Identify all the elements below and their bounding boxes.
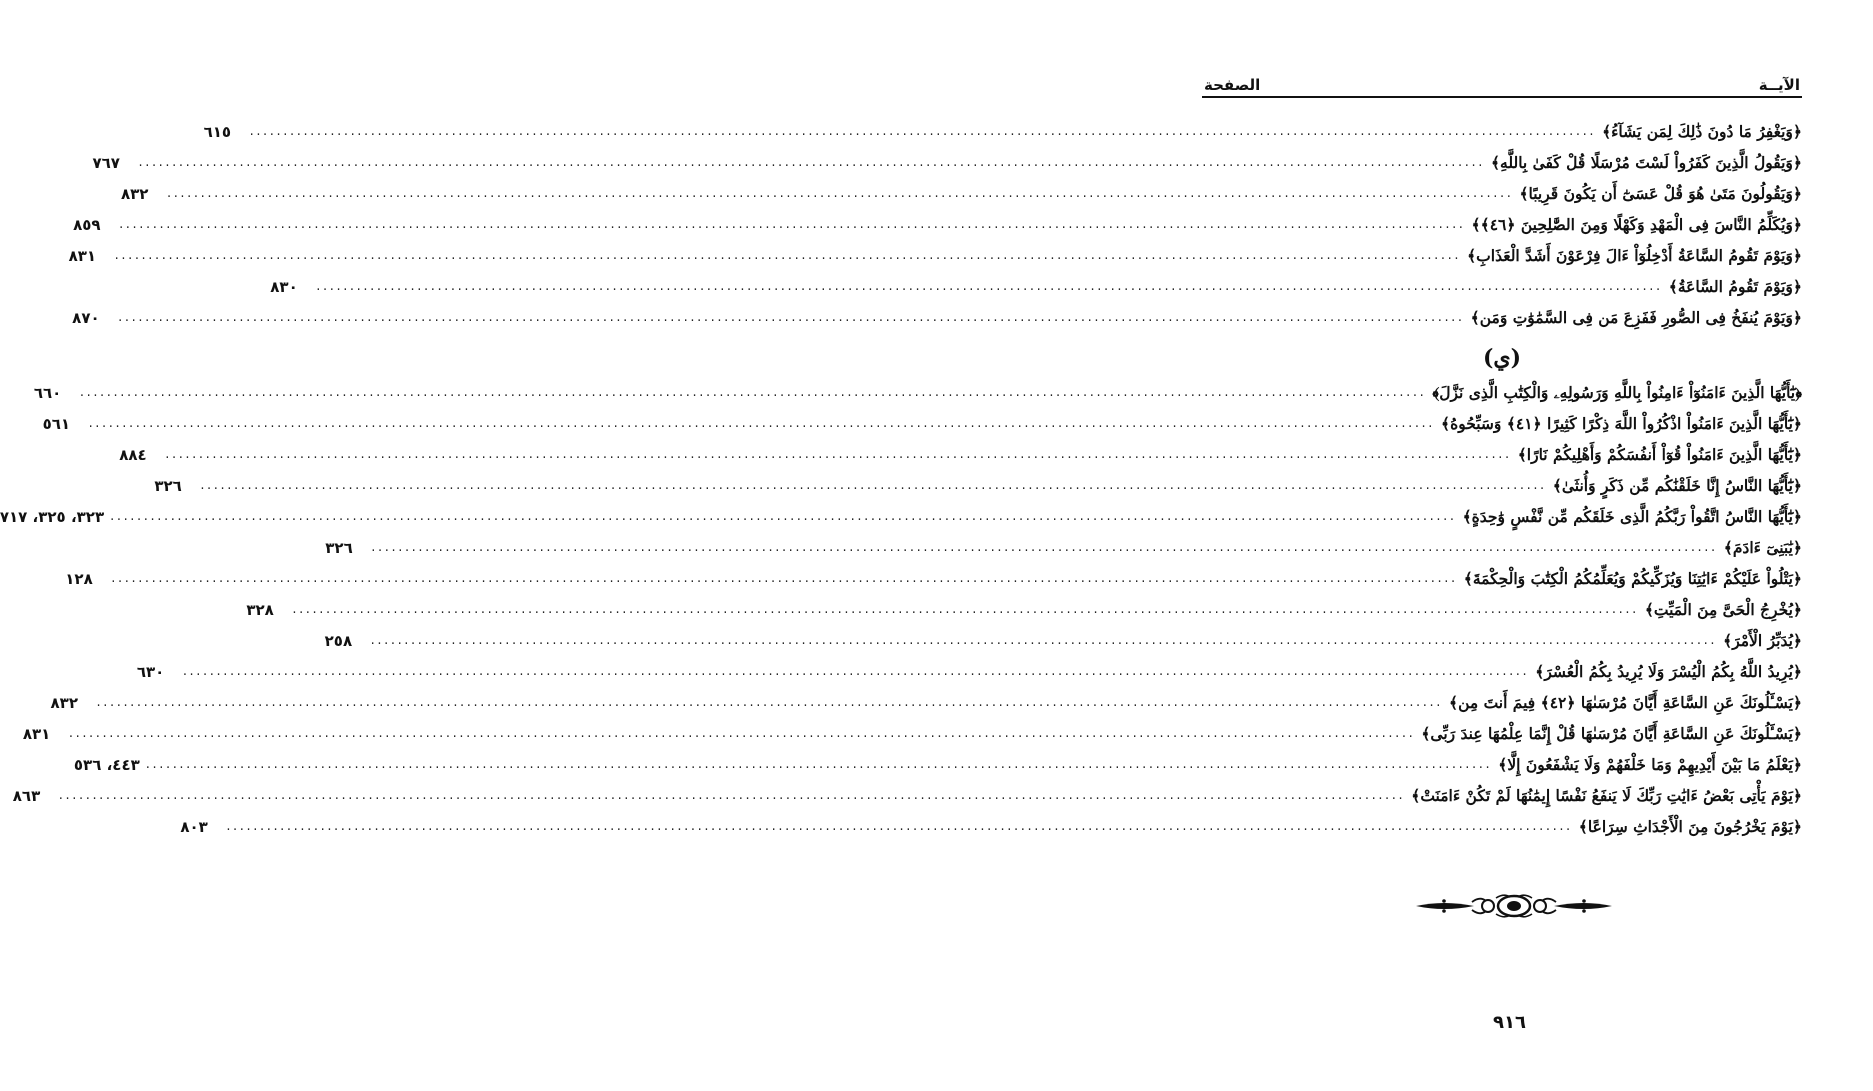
leader-dots: ........................................................................................................................................................................................................ xyxy=(371,539,1718,555)
page-column-header: الصفحة xyxy=(1204,76,1261,94)
page-ref: ٧٦٧ xyxy=(92,153,120,172)
list-item xyxy=(119,439,1802,470)
list-item xyxy=(203,116,1802,147)
verse-text: ﴿يُرِيدُ اللَّهُ بِكُمُ الْيُسْرَ وَلَا يُرِيدُ بِكُمُ الْعُسْرَ﴾ xyxy=(1535,662,1802,681)
leader-dots: ........................................................................................................................................................................................................ xyxy=(165,446,1512,462)
verse-text: ﴿يَسْـَٔلُونَكَ عَنِ السَّاعَةِ أَيَّانَ مُرْسَىٰهَا ﴿٤٢﴾ فِيمَ أَنتَ مِن﴾ xyxy=(1448,693,1802,712)
list-item xyxy=(325,532,1802,563)
verse-text: ﴿يَسْـَٔلُونَكَ عَنِ السَّاعَةِ أَيَّانَ مُرْسَىٰهَا قُلْ إِنَّمَا عِلْمُهَا عِندَ رَبِّى﴾ xyxy=(1421,724,1802,743)
verse-text: ﴿يُدَبِّرُ الْأَمْرَ﴾ xyxy=(1723,631,1802,650)
ornament-divider-icon xyxy=(1414,893,1614,919)
verse-text: ﴿يَوْمَ يَخْرُجُونَ مِنَ الْأَجْدَاثِ سِرَاعًا﴾ xyxy=(1578,817,1802,836)
list-item xyxy=(136,656,1802,687)
verse-text: ﴿وَيَوْمَ تَقُومُ السَّاعَةُ﴾ xyxy=(1668,277,1802,296)
page-ref: ٣٢٣، ٣٢٥، ٧١٧ xyxy=(0,507,105,526)
verse-text: ﴿يَٰٓأَيُّهَا الَّذِينَ ءَامَنُوٓاْ ءَامِنُواْ بِاللَّهِ وَرَسُولِهِۦ وَالْكِتَٰبِ الَّذِى نَزَّلَ﴾ xyxy=(1432,382,1802,402)
list-item xyxy=(65,563,1802,594)
page-ref: ٨٥٩ xyxy=(73,215,101,234)
leader-dots: ........................................................................................................................................................................................................ xyxy=(138,154,1485,170)
list-item xyxy=(324,625,1802,656)
leader-dots: ........................................................................................................................................................................................................ xyxy=(182,663,1530,679)
verse-text: ﴿وَيَقُولُ الَّذِينَ كَفَرُواْ لَسْتَ مُرْسَلًا قُلْ كَفَىٰ بِاللَّهِ﴾ xyxy=(1490,153,1802,172)
page-ref: ٦٣٠ xyxy=(136,662,165,681)
list-item xyxy=(12,780,1802,811)
verse-text: ﴿يُخْرِجُ الْحَىَّ مِنَ الْمَيِّتِ﴾ xyxy=(1644,600,1802,619)
verse-text: ﴿يَتْلُواْ عَلَيْكُمْ ءَايَٰتِنَا وَيُزَكِّيكُمْ وَيُعَلِّمُكُمُ الْكِتَٰبَ وَالْحِكْمَةَ﴾ xyxy=(1463,569,1802,588)
verse-text: ﴿وَيَوْمَ تَقُومُ السَّاعَةُ أَدْخِلُوٓاْ ءَالَ فِرْعَوْنَ أَشَدَّ الْعَذَابِ﴾ xyxy=(1467,246,1802,265)
verse-text: ﴿يَٰٓأَيُّهَا الَّذِينَ ءَامَنُواْ اذْكُرُواْ اللَّهَ ذِكْرًا كَثِيرًا ﴿٤١﴾ وَسَبِّحُوهُ﴾ xyxy=(1441,414,1802,433)
leader-dots: ........................................................................................................................................................................................................ xyxy=(79,384,1427,400)
page-ref: ٢٥٨ xyxy=(324,631,353,650)
verse-text: ﴿يَٰبَنِىٓ ءَادَمَ﴾ xyxy=(1723,538,1802,557)
page-ref: ٨٧٠ xyxy=(72,308,100,327)
page-ref: ٨٠٣ xyxy=(180,817,208,836)
list-item xyxy=(42,408,1802,439)
leader-dots: ........................................................................................................................................................................................................ xyxy=(110,508,1457,524)
table-header xyxy=(1202,72,1802,98)
verse-list-bottom xyxy=(0,377,1802,842)
leader-dots: ........................................................................................................................................................................................................ xyxy=(114,247,1462,263)
list-item xyxy=(73,209,1802,240)
index-page xyxy=(0,72,1802,842)
list-item xyxy=(22,718,1802,749)
list-item xyxy=(50,687,1802,718)
leader-dots: ........................................................................................................................................................................................................ xyxy=(226,818,1573,834)
leader-dots: ........................................................................................................................................................................................................ xyxy=(145,756,1493,772)
list-item xyxy=(33,377,1802,408)
leader-dots: ........................................................................................................................................................................................................ xyxy=(68,725,1416,741)
page-ref: ٥٦١ xyxy=(42,414,71,433)
leader-dots: ........................................................................................................................................................................................................ xyxy=(200,477,1547,493)
verse-text: ﴿يَوْمَ يَأْتِى بَعْضُ ءَايَٰتِ رَبِّكَ لَا يَنفَعُ نَفْسًا إِيمَٰنُهَا لَمْ تَكُنْ ءَامَنَتْ﴾ xyxy=(1411,786,1802,805)
verse-text: ﴿يَٰٓأَيُّهَا النَّاسُ اتَّقُواْ رَبَّكُمُ الَّذِى خَلَقَكُم مِّن نَّفْسٍ وَٰحِدَةٍ﴾ xyxy=(1462,507,1802,526)
verse-text: ﴿يَٰٓأَيُّهَا النَّاسُ إِنَّا خَلَقْنَٰكُم مِّن ذَكَرٍ وَأُنثَىٰ﴾ xyxy=(1552,476,1802,495)
verse-text: ﴿يَعْلَمُ مَا بَيْنَ أَيْدِيهِمْ وَمَا خَلْفَهُمْ وَلَا يَشْفَعُونَ إِلَّا﴾ xyxy=(1498,755,1802,774)
leader-dots: ........................................................................................................................................................................................................ xyxy=(111,570,1458,586)
list-item xyxy=(73,749,1802,780)
leader-dots: ........................................................................................................................................................................................................ xyxy=(118,309,1465,325)
leader-dots: ........................................................................................................................................................................................................ xyxy=(316,278,1663,294)
section-letter: (ي) xyxy=(1482,345,1522,371)
verse-text: ﴿يَٰٓأَيُّهَا الَّذِينَ ءَامَنُواْ قُوٓاْ أَنفُسَكُمْ وَأَهْلِيكُمْ نَارًا﴾ xyxy=(1517,445,1802,464)
page-ref: ٣٢٦ xyxy=(325,538,353,557)
list-item xyxy=(154,470,1802,501)
page-ref: ٨٣١ xyxy=(68,246,97,265)
page-ref: ٤٤٣، ٥٣٦ xyxy=(73,755,140,774)
page-ref: ٨٦٣ xyxy=(12,786,41,805)
list-item xyxy=(0,501,1802,532)
leader-dots: ........................................................................................................................................................................................................ xyxy=(370,632,1718,648)
verse-column-header: الآيــة xyxy=(1758,76,1800,94)
page-ref: ٨٣٠ xyxy=(270,277,298,296)
leader-dots: ........................................................................................................................................................................................................ xyxy=(58,787,1406,803)
list-item xyxy=(180,811,1802,842)
list-item xyxy=(68,240,1802,271)
verse-list-top xyxy=(68,116,1802,333)
page-ref: ٨٣٢ xyxy=(120,184,149,203)
page-ref: ٣٢٦ xyxy=(154,476,182,495)
page-ref: ٣٢٨ xyxy=(246,600,274,619)
leader-dots: ........................................................................................................................................................................................................ xyxy=(96,694,1443,710)
page-ref: ٦٦٠ xyxy=(33,383,62,402)
leader-dots: ........................................................................................................................................................................................................ xyxy=(249,123,1597,139)
page-ref: ١٢٨ xyxy=(65,569,93,588)
list-item xyxy=(72,302,1802,333)
verse-text: ﴿وَيَوْمَ يُنفَخُ فِى الصُّورِ فَفَزِعَ مَن فِى السَّمَٰوَٰتِ وَمَن﴾ xyxy=(1470,308,1802,327)
list-item xyxy=(120,178,1802,209)
list-item xyxy=(270,271,1802,302)
verse-text: ﴿وَيَغْفِرُ مَا دُونَ ذَٰلِكَ لِمَن يَشَآءُ﴾ xyxy=(1602,122,1802,141)
page-ref: ٦١٥ xyxy=(203,122,232,141)
page-ref: ٨٣٢ xyxy=(50,693,78,712)
leader-dots: ........................................................................................................................................................................................................ xyxy=(88,415,1436,431)
page-ref: ٨٨٤ xyxy=(119,445,147,464)
leader-dots: ........................................................................................................................................................................................................ xyxy=(292,601,1639,617)
page-number: ٩١٦ xyxy=(1493,1012,1526,1033)
verse-text: ﴿وَيَقُولُونَ مَتَىٰ هُوَ قُلْ عَسَىٰٓ أَن يَكُونَ قَرِيبًا﴾ xyxy=(1519,184,1802,203)
list-item xyxy=(246,594,1802,625)
leader-dots: ........................................................................................................................................................................................................ xyxy=(166,185,1514,201)
leader-dots: ........................................................................................................................................................................................................ xyxy=(119,216,1466,232)
list-item xyxy=(92,147,1802,178)
page-ref: ٨٣١ xyxy=(22,724,51,743)
verse-text: ﴿وَيُكَلِّمُ النَّاسَ فِى الْمَهْدِ وَكَهْلًا وَمِنَ الصَّٰلِحِينَ ﴿٤٦﴾﴾ xyxy=(1471,215,1802,234)
